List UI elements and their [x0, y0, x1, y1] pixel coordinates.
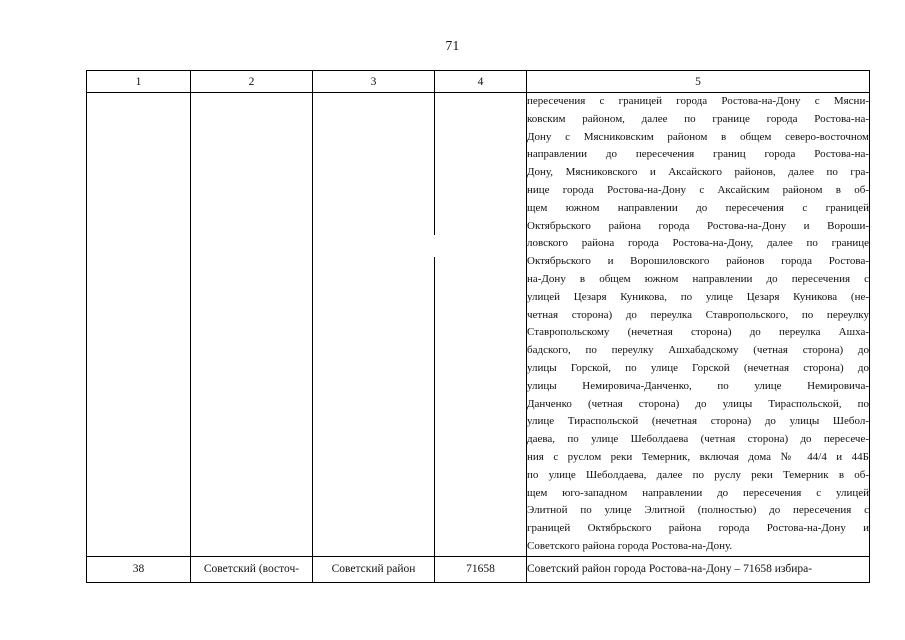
description-line: улице Тираспольской (нечетная сторона) до улицы Шебол-: [527, 415, 869, 428]
description-line: Элитной по улице Элитной (полностью) до пересечения с: [527, 504, 869, 517]
description-line: нице города Ростова-на-Дону с Аксайским районом в об-: [527, 183, 869, 196]
description-line: бадского, по переулку Ашхабадскому (четная сторона) до: [527, 344, 869, 357]
description-line: Дону с Мясниковским районом в общем северо-восточном: [527, 130, 869, 143]
description-line: ловского района города Ростова-на-Дону, далее по границе: [527, 237, 869, 250]
description-line: Октябрьского района города Ростова-на-Дону и Вороши-: [527, 219, 869, 232]
empty-cell-district: [313, 93, 435, 557]
constituency-name-cell: Советский (восточ-: [191, 556, 313, 582]
empty-cell-voters: [435, 93, 527, 557]
constituency-table: [86, 70, 870, 583]
description-line: улицы Немировича-Данченко, по улице Немировича-: [527, 379, 869, 392]
description-line: Советского района города Ростова-на-Дону.: [527, 539, 733, 552]
header-cell-2: 2: [191, 71, 313, 93]
header-cell-5: 5: [527, 71, 870, 93]
table-row-continued: [87, 93, 870, 557]
header-cell-4: 4: [435, 71, 527, 93]
description-line: улицей Цезаря Куникова, по улице Цезаря Куникова (не-: [527, 290, 869, 303]
row-description-cell: Советский район города Ростова-на-Дону – 71658 избира-: [527, 556, 870, 582]
description-line: улицы Горской, по улице Горской (нечетная сторона) до: [527, 361, 869, 374]
description-line: на-Дону в общем южном направлении до пересечения с: [527, 272, 869, 285]
voter-count-cell: 71658: [435, 556, 527, 582]
description-line: Ставропольскому (нечетная сторона) до переулка Ашха-: [527, 326, 869, 339]
description-line: ния с руслом реки Темерник, включая дома № 44/4 и 44Б: [527, 450, 869, 463]
header-cell-1: 1: [87, 71, 191, 93]
row-number-cell: 38: [87, 556, 191, 582]
district-cell: Советский район: [313, 556, 435, 582]
table-header-row: [87, 71, 870, 93]
description-line: пересечения с границей города Ростова-на-Дону с Мясни-: [527, 95, 869, 107]
table-row-38: [87, 556, 870, 582]
description-line: четная сторона) до переулка Ставропольского, по переулку: [527, 308, 869, 321]
empty-cell-name: [191, 93, 313, 557]
description-line: границей Октябрьского района города Ростова-на-Дону и: [527, 522, 869, 535]
description-line: направлении до пересечения границ города Ростова-на-: [527, 148, 869, 161]
empty-cell-number: [87, 93, 191, 557]
description-line: щем южном направлении до пересечения с границей: [527, 201, 869, 214]
description-line: Дону, Мясниковского и Аксайского районов, далее по гра-: [527, 166, 869, 179]
description-line: Данченко (четная сторона) до улицы Тираспольской, по: [527, 397, 869, 410]
description-line: щем юго-западном направлении до пересечения с улицей: [527, 486, 869, 499]
description-line: Октябрьского и Ворошиловского районов города Ростова-: [527, 255, 869, 268]
description-line: ковским районом, далее по границе города Ростова-на-: [527, 112, 869, 125]
description-line: по улице Шеболдаева, далее по руслу реки Темерник в об-: [527, 468, 869, 481]
header-cell-3: 3: [313, 71, 435, 93]
border-gap: [432, 235, 435, 257]
page-number: 71: [445, 38, 460, 53]
boundary-description-cell: [527, 93, 870, 557]
description-line: даева, по улице Шеболдаева (четная сторона) до пересече-: [527, 433, 869, 446]
